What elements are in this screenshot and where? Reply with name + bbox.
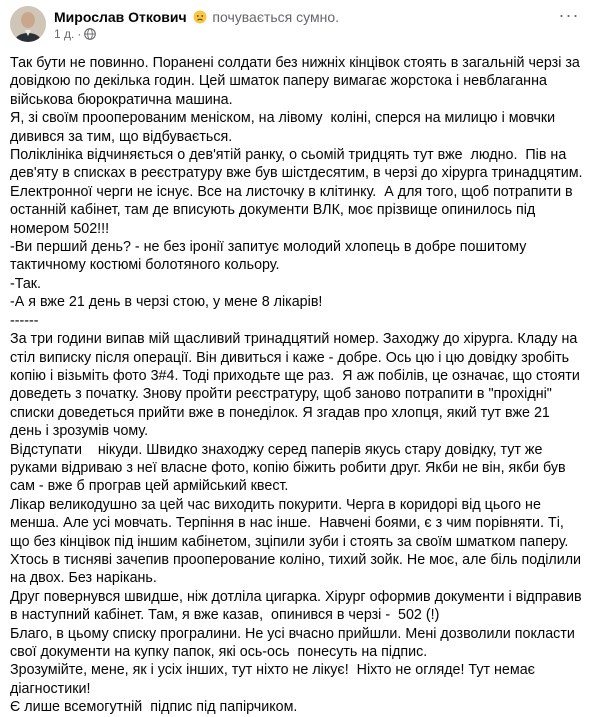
sad-face-emoji (193, 10, 207, 24)
post-meta (54, 6, 339, 42)
post-time[interactable]: 1 д. (54, 27, 75, 41)
avatar[interactable] (10, 6, 46, 42)
post-subline: 1 д. · (54, 26, 339, 42)
more-options-icon[interactable]: ··· (558, 5, 580, 25)
feeling-text: почувається сумно. (212, 9, 340, 25)
post-header (10, 6, 583, 46)
author-name[interactable]: Мирослав Откович (54, 9, 187, 25)
author-line (54, 8, 339, 26)
globe-icon[interactable] (84, 28, 96, 40)
post-body: Так бути не повинно. Поранені солдати без нижніх кінцівок стоять в загальній черзі за довідкою по декілька годин. Цей шматок паперу вимагає жорстока і невблаганна військова бюрократична машина. Я, зі своїм прооперованим меніском, на лівому коліні, сперся на милицю і мовчки дивився за тим, що відбувається. Поліклініка відчиняється о дев'ятій ранку, о сьомій тридцять тут вже людно. Пів на дев'яту в списках в реєстратуру вже був шістдесятим, в черзі до хірурга тринадцятим. Електронної черги не існує. Все на листочку в клітинку. А для того, щоб потрапити в останній кабінет, там де вписують документи ВЛК, моє прізвище опинилось під номером 502!!! -Ви перший день? - не без іронії запитує молодий хлопець в добре пошитому тактичному костюмі болотяного кольору. -Так. -А я вже 21 день в черзі стою, у мене 8 лікарів! ------ За три години випав мій щасливий тринадцятий номер. Заходжу до хірурга. Кладу на стіл виписку після операції. Він дивиться і каже - добре. Ось цю і цю довідку зробіть копію і візьміть фото 3#4. Тоді приходьте ще раз. Я аж побілів, це означає, що стояти доведеть з початку. Знову пройти реєстратуру, щоб заново потрапити в "прохідні" списки доведеться прийти вже в понеділок. Я згадав про хлопця, який тут вже 21 день і зрозумів чому. Відступати нікуди. Швидко знаходжу серед паперів якусь стару довідку, тут же руками відриваю з неї власне фото, копію біжить робити друг. Якби не він, якби був сам - вже б програв цей армійський квест. Лікар великодушно за цей час виходить покурити. Черга в коридорі від цього не менша. Але усі мовчать. Терпіння в нас інше. Навчені боями, є з чим порівняти. Ті, що без кінцівок під іншим кабінетом, зціпили зуби і стоять за своїм шматком паперу. Хтось в тисняві зачепив прооперование коліно, тихий зойк. Не моє, але біль поділили на двох. Без нарікань. Друг повернувся швидше, ніж дотліла цигарка. Хірург оформив документи і відправив в наступний кабінет. Там, я вже казав, опинився в черзі - 502 (!) Благо, в цьому списку програлини. Не усі вчасно прийшли. Мені дозволили покласти свої документи на купку папок, які ось-ось понесуть на підпис. Зрозумійте, мене, як і усіх інших, тут ніхто не лікує! Ніхто не огляде! Тут немає діагностики! Є лише всемогутній підпис під папірчиком. (10, 55, 583, 716)
